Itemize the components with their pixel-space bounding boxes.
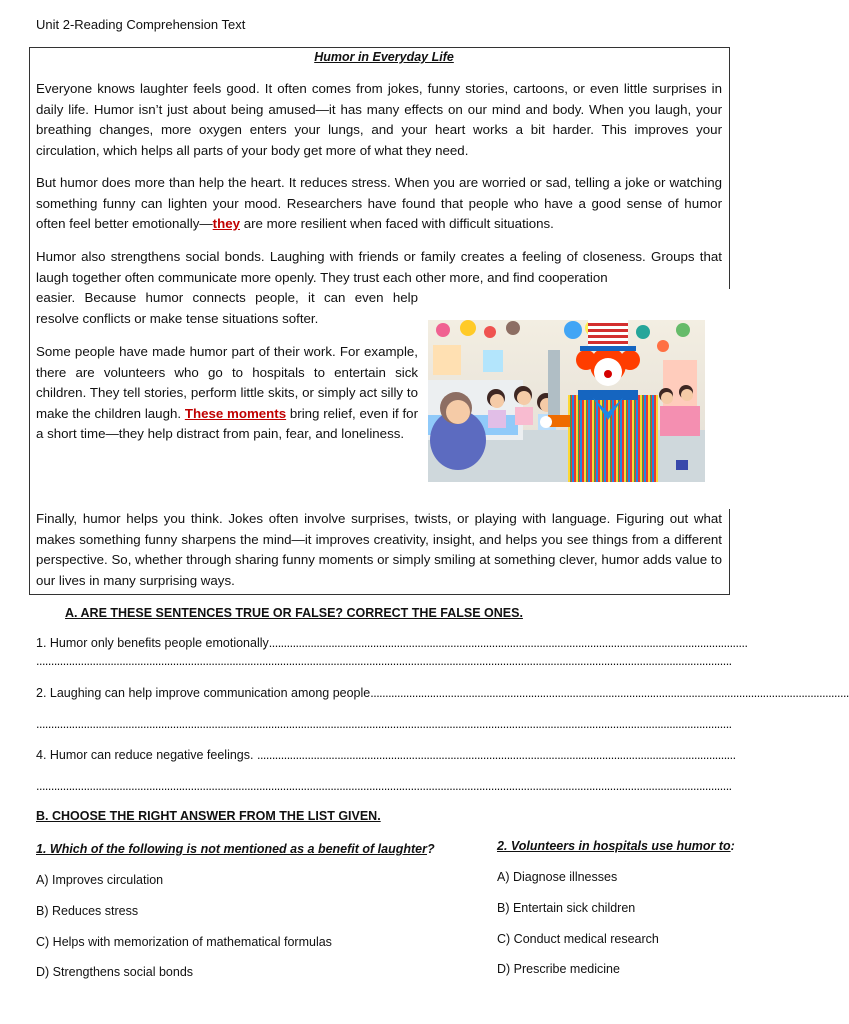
answer-line-1[interactable]: .......................................................................................................................................................................................................................................... <box>36 654 732 668</box>
paragraph-5: Finally, humor helps you think. Jokes often involve surprises, twists, or playing with language. Figuring out what makes something funny sharpens the mind—it improves creativity, insight, and helps you see things from a different perspective. So, whether through sharing funny moments or simply smiling at something clever, humor adds value to our lives in many surprising ways. <box>36 511 722 588</box>
section-a-heading: A. ARE THESE SENTENCES TRUE OR FALSE? CORRECT THE FALSE ONES. <box>65 606 523 620</box>
highlight-they: they <box>212 216 240 232</box>
mcq-1-option-d[interactable]: D) Strengthens social bonds <box>36 965 194 979</box>
mcq-1-option-b[interactable]: B) Reduces stress <box>36 904 139 918</box>
paragraph-2: But humor does more than help the heart. It reduces stress. When you are worried or sad, telling a joke or watching something funny can lighten your mood. Researchers have found that people who have a good sense of humor often feel better emotionally—they are more resilient when faced with difficult situations. <box>36 175 722 232</box>
document-header: Unit 2-Reading Comprehension Text <box>36 17 246 32</box>
tf-question-2: 2. Laughing can help improve communication among people................................................................................................................................................................. <box>36 686 849 700</box>
mcq-1-option-c[interactable]: C) Helps with memorization of mathematical formulas <box>36 935 332 949</box>
paragraph-4: Some people have made humor part of their work. For example, there are volunteers who go to hospitals to entertain sick children. They tell stories, perform little skits, or simply act silly to make the children laugh. These moments bring relief, even if for a short time—they help distract from pain, fear, and loneliness. <box>36 344 418 442</box>
clown-hospital-illustration <box>428 320 705 482</box>
mcq-2-option-b[interactable]: B) Entertain sick children <box>497 901 636 915</box>
passage-frame-bottom <box>29 594 730 595</box>
paragraph-3b: easier. Because humor connects people, it can even help resolve conflicts or make tense situations softer. <box>36 290 418 326</box>
mcq-2-option-a[interactable]: A) Diagnose illnesses <box>497 870 618 884</box>
answer-line-2[interactable]: .......................................................................................................................................................................................................................................... <box>36 717 732 731</box>
mcq-1-question: 1. Which of the following is not mentioned as a benefit of laughter? <box>36 842 435 856</box>
mcq-2-option-d[interactable]: D) Prescribe medicine <box>497 962 620 976</box>
mcq-2-question: 2. Volunteers in hospitals use humor to: <box>497 839 735 853</box>
paragraph-3a: Humor also strengthens social bonds. Laughing with friends or family creates a feeling of closeness. Groups that laugh together often communicate more openly. They trust each other more, and find cooperation <box>36 249 722 285</box>
section-b-heading: B. CHOOSE THE RIGHT ANSWER FROM THE LIST GIVEN. <box>36 809 381 823</box>
mcq-2-option-c[interactable]: C) Conduct medical research <box>497 932 659 946</box>
tf-question-4: 4. Humor can reduce negative feelings. ................................................................................................................................................................. <box>36 748 736 762</box>
paragraph-1: Everyone knows laughter feels good. It often comes from jokes, funny stories, cartoons, or even little surprises in daily life. Humor isn’t just about being amused—it has many effects on our mind and body. When you laugh, your breathing changes, more oxygen enters your lungs, and your heart works a bit harder. This improves your circulation, which helps all parts of your body get more of what they need. <box>36 81 722 158</box>
tf-question-1: 1. Humor only benefits people emotionally................................................................................................................................................................. <box>36 636 748 650</box>
passage-frame-right <box>729 509 730 594</box>
mcq-1-option-a[interactable]: A) Improves circulation <box>36 873 164 887</box>
answer-line-4[interactable]: .......................................................................................................................................................................................................................................... <box>36 779 732 793</box>
passage-title: Humor in Everyday Life <box>314 50 454 64</box>
passage-frame-left <box>29 288 30 594</box>
highlight-these-moments: These moments <box>184 405 287 421</box>
